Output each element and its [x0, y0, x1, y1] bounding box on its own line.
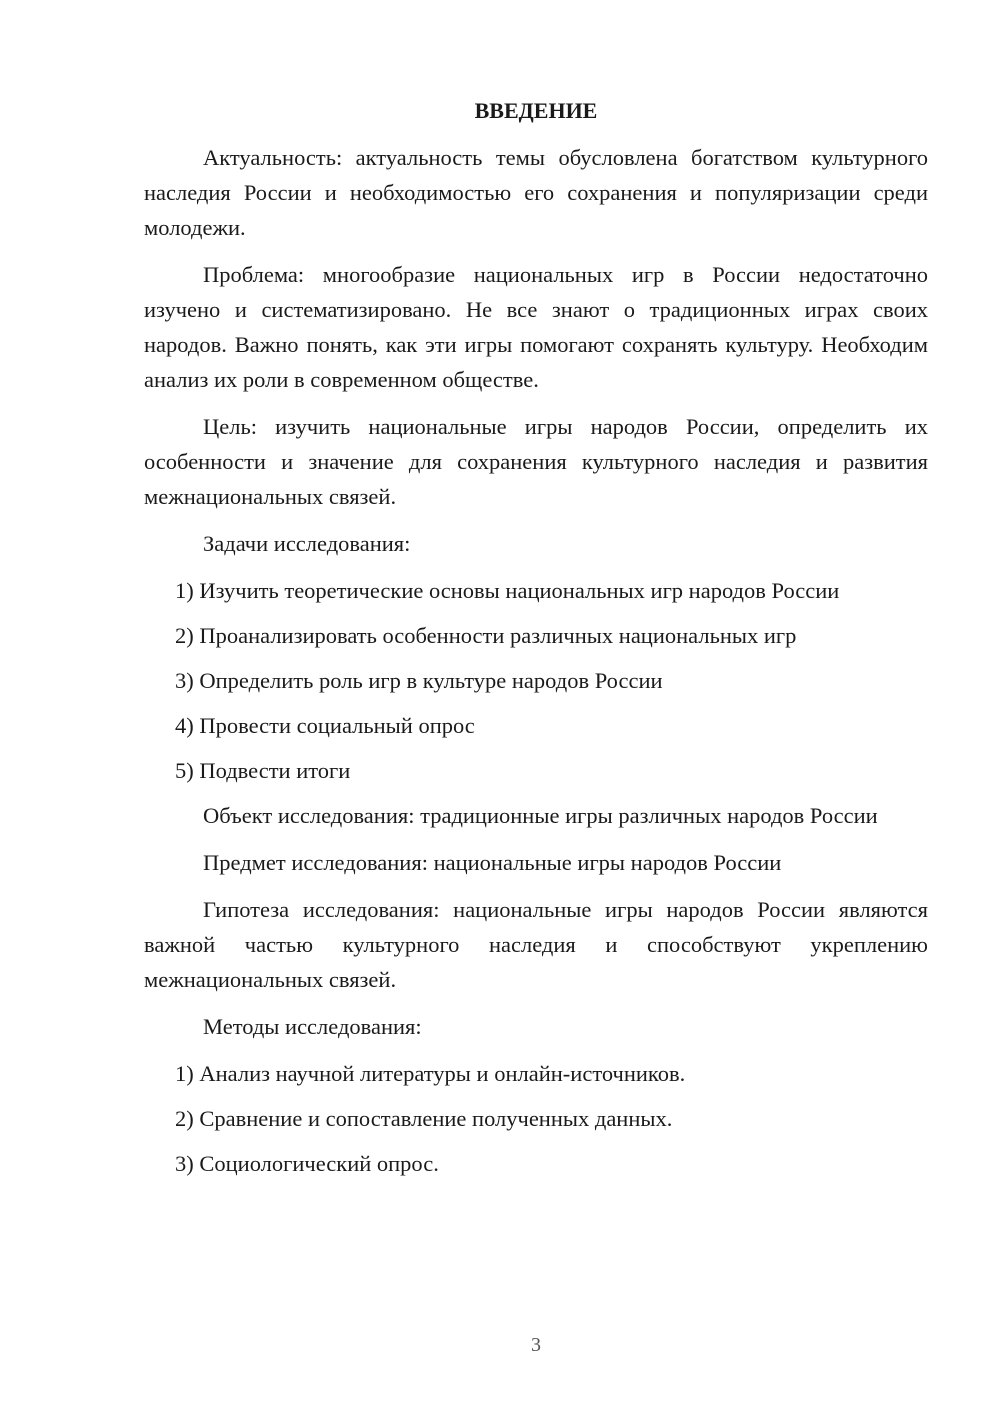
paragraph-relevance: Актуальность: актуальность темы обусловлена богатством культурного наследия России и необходимостью его сохранения и популяризации среди молодежи.	[144, 145, 928, 240]
list-item-task-3: 3) Определить роль игр в культуре народов России	[175, 668, 663, 693]
section-title: ВВЕДЕНИЕ	[474, 98, 598, 123]
paragraph-subject: Предмет исследования: национальные игры народов России	[203, 850, 782, 875]
list-item-task-1: 1) Изучить теоретические основы национальных игр народов России	[175, 578, 840, 603]
tasks-list	[144, 573, 928, 788]
list-item-task-5: 5) Подвести итоги	[175, 758, 351, 783]
list-item-method-3: 3) Социологический опрос.	[175, 1151, 439, 1176]
tasks-heading: Задачи исследования:	[203, 531, 411, 556]
paragraph-problem: Проблема: многообразие национальных игр в России недостаточно изучено и систематизировано. Не все знают о традиционных играх своих народов. Важно понять, как эти игры помогают сохранять культуру. Необходим анализ их роли в современном обществе.	[144, 262, 928, 392]
list-item-task-2: 2) Проанализировать особенности различных национальных игр	[175, 623, 797, 648]
list-item-method-2: 2) Сравнение и сопоставление полученных данных.	[175, 1106, 673, 1131]
methods-heading: Методы исследования:	[203, 1014, 422, 1039]
methods-list	[144, 1056, 928, 1181]
page-number: 3	[531, 1334, 541, 1356]
paragraph-hypothesis: Гипотеза исследования: национальные игры народов России являются важной частью культурного наследия и способствуют укреплению межнациональных связей.	[144, 897, 928, 992]
list-item-method-1: 1) Анализ научной литературы и онлайн-источников.	[175, 1061, 686, 1086]
list-item-task-4: 4) Провести социальный опрос	[175, 713, 475, 738]
paragraph-goal: Цель: изучить национальные игры народов России, определить их особенности и значение для сохранения культурного наследия и развития межнациональных связей.	[144, 414, 928, 509]
document-body	[144, 96, 928, 1191]
paragraph-object: Объект исследования: традиционные игры различных народов России	[203, 803, 878, 828]
